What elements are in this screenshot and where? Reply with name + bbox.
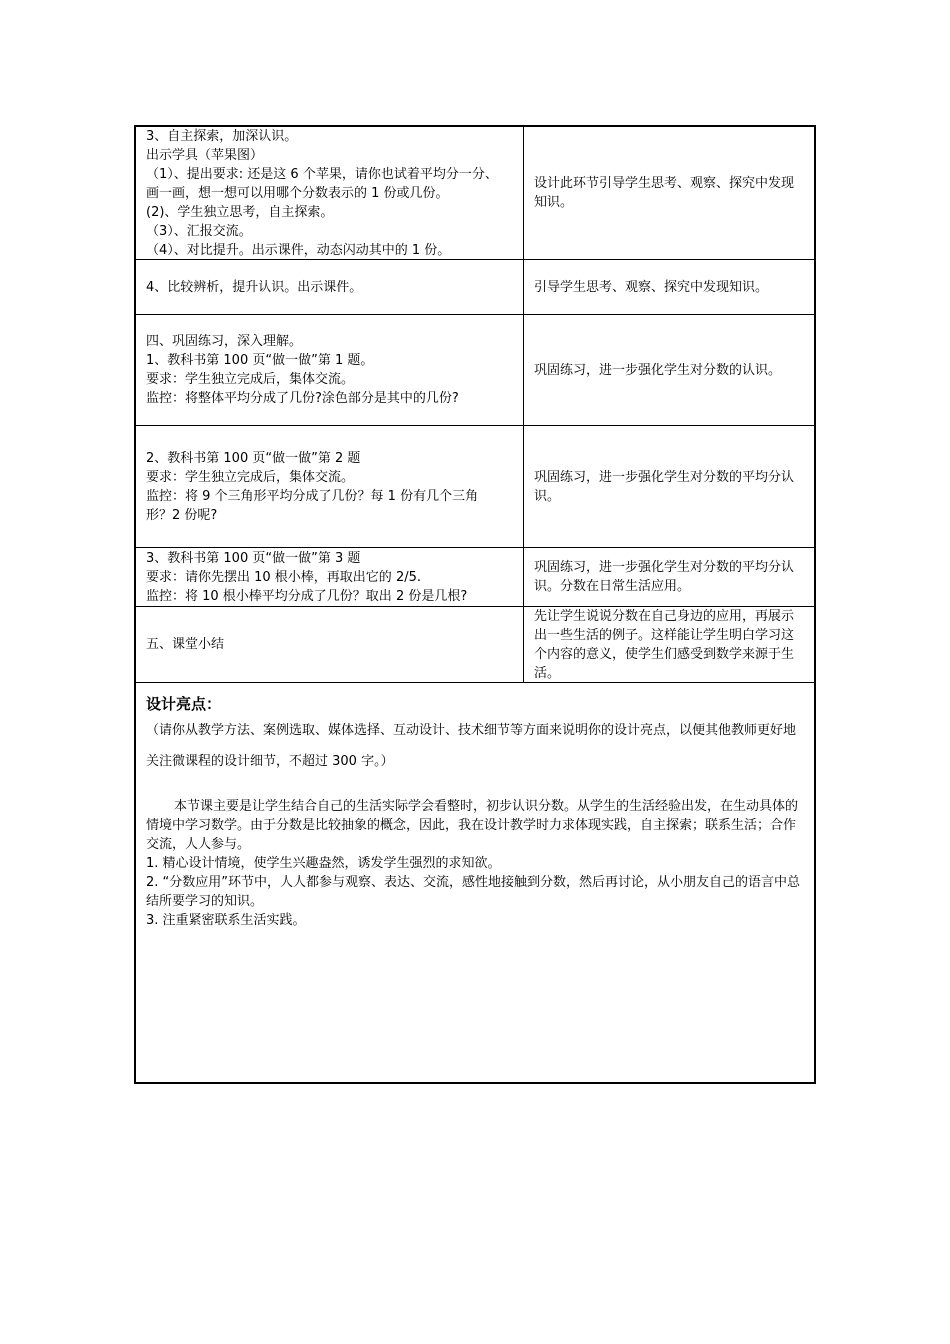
intent-text: 巩固练习，进一步强化学生对分数的认识。 [534, 362, 782, 378]
table-row [136, 127, 814, 260]
step-line: 四、巩固练习，深入理解。 [146, 334, 303, 349]
step-line: 出示学具（苹果图） [146, 147, 264, 163]
intent-text: 设计此环节引导学生思考、观察、探究中发现知识。 [534, 176, 795, 210]
step-line: 形？2 份呢? [146, 507, 218, 523]
step-line: 3、自主探索，加深认识。 [146, 128, 298, 144]
intent-text: 巩固练习，进一步强化学生对分数的平均分认识。 [534, 469, 795, 504]
step-line: （3）、汇报交流。 [146, 223, 252, 239]
step-line: 监控：将整体平均分成了几份?涂色部分是其中的几份? [146, 391, 459, 406]
step-cell [136, 260, 524, 314]
step-line: 要求：请你先摆出 10 根小棒，再取出它的 2/5. [146, 569, 421, 585]
lesson-plan-table [134, 125, 816, 1084]
step-cell [136, 607, 524, 682]
intent-cell [524, 426, 814, 547]
highlights-instruction: （请你从教学方法、案例选取、媒体选择、互动设计、技术细节等方面来说明你的设计亮点，以便其他教师更好地关注微课程的设计细节，不超过 300 字。） [146, 723, 797, 769]
step-line: 2、教科书第 100 页“做一做”第 2 题 [146, 450, 361, 466]
step-cell [136, 548, 524, 606]
intent-text: 先让学生说说分数在自己身边的应用，再展示出一些生活的例子。这样能让学生明白学习这个内容的意义，使学生们感受到数学来源于生活。 [534, 608, 795, 681]
step-line: (2)、学生独立思考，自主探索。 [146, 204, 334, 220]
step-cell [136, 315, 524, 425]
intent-text: 巩固练习，进一步强化学生对分数的平均分认识。分数在日常生活应用。 [534, 560, 795, 594]
table-row [136, 315, 814, 426]
step-line: 要求：学生独立完成后，集体交流。 [146, 469, 355, 485]
table-row [136, 548, 814, 607]
intent-cell [524, 127, 814, 259]
step-line: 3、教科书第 100 页“做一做”第 3 题 [146, 550, 361, 566]
step-line: 4、比较辨析，提升认识。出示课件。 [146, 279, 363, 295]
highlight-point: 3. 注重紧密联系生活实践。 [146, 913, 306, 928]
step-line: 画一画，想一想可以用哪个分数表示的 1 份或几份。 [146, 185, 449, 201]
highlights-title: 设计亮点： [146, 695, 222, 713]
table-row [136, 607, 814, 683]
intent-text: 引导学生思考、观察、探究中发现知识。 [534, 279, 769, 295]
step-line: 五、课堂小结 [146, 637, 225, 652]
step-cell [136, 127, 524, 259]
intent-cell [524, 315, 814, 425]
design-highlights-section [136, 683, 814, 1082]
highlights-body [146, 797, 806, 930]
intent-cell [524, 548, 814, 606]
step-line: （1）、提出要求: 还是这 6 个苹果，请你也试着平均分一分、 [146, 166, 498, 182]
step-line: 监控：将 10 根小棒平均分成了几份？取出 2 份是几根? [146, 588, 468, 604]
intent-cell [524, 607, 814, 682]
table-row [136, 426, 814, 548]
step-line: 1、教科书第 100 页“做一做”第 1 题。 [146, 353, 374, 368]
step-line: （4）、对比提升。出示课件，动态闪动其中的 1 份。 [146, 242, 451, 258]
highlight-point: 2. “分数应用”环节中，人人都参与观察、表达、交流，感性地接触到分数，然后再讨论，从小朋友自己的语言中总结所要学习的知识。 [146, 875, 801, 909]
highlight-point: 1. 精心设计情境，使学生兴趣盎然，诱发学生强烈的求知欲。 [146, 856, 501, 871]
step-cell [136, 426, 524, 547]
table-row [136, 260, 814, 315]
intent-cell [524, 260, 814, 314]
highlights-paragraph: 本节课主要是让学生结合自己的生活实际学会看整时，初步认识分数。从学生的生活经验出发，在生动具体的情境中学习数学。由于分数是比较抽象的概念，因此，我在设计教学时力求体现实践，自主探索；联系生活；合作交流，人人参与。 [146, 799, 799, 852]
step-line: 要求：学生独立完成后，集体交流。 [146, 372, 355, 387]
step-line: 监控：将 9 个三角形平均分成了几份？每 1 份有几个三角 [146, 488, 479, 504]
